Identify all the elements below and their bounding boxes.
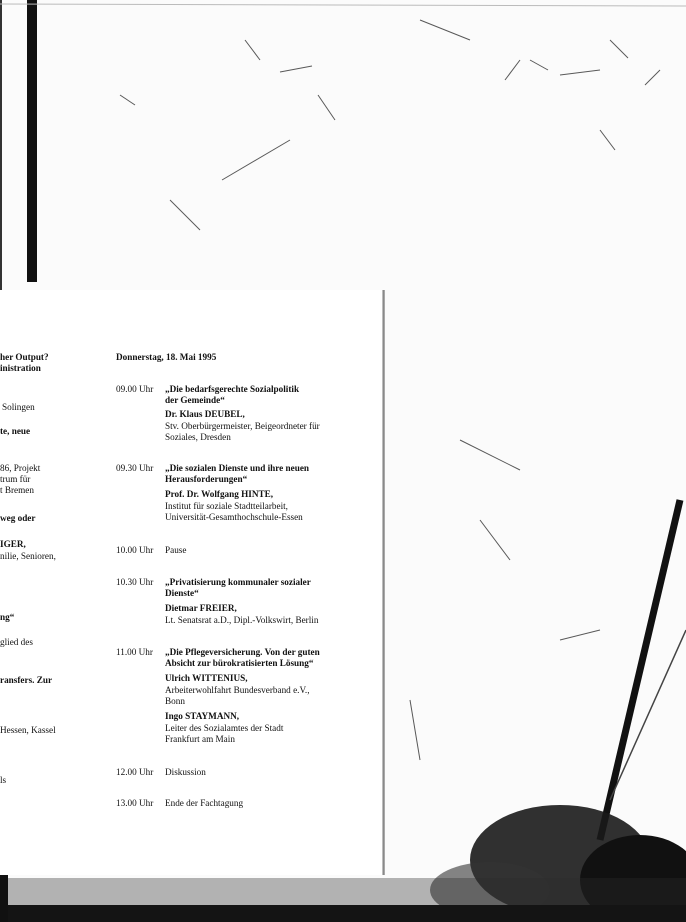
fragment: IGER, — [0, 539, 26, 549]
session-label: Pause — [165, 545, 187, 555]
day-heading: Donnerstag, 18. Mai 1995 — [116, 352, 217, 362]
time-label: 11.00 Uhr — [116, 647, 153, 657]
time-label: 13.00 Uhr — [116, 798, 154, 808]
speaker-name: Dr. Klaus DEUBEL, — [165, 409, 245, 419]
fragment: ransfers. Zur — [0, 675, 53, 685]
fragment: ng“ — [0, 612, 15, 622]
speaker-info: Stv. Oberbürgermeister, Beigeordneter für Soziales, Dresden — [165, 421, 320, 443]
fragment: ls — [0, 775, 7, 785]
session-label: Ende der Fachtagung — [165, 798, 244, 808]
time-label: 09.30 Uhr — [116, 463, 154, 473]
talk-title: „Privatisierung kommunaler sozialer Dienste“ — [165, 577, 311, 599]
speaker-name: Prof. Dr. Wolfgang HINTE, — [165, 489, 274, 499]
speaker-name: Ulrich WITTENIUS, — [165, 673, 248, 683]
fragment: glied des — [0, 637, 33, 647]
time-label: 09.00 Uhr — [116, 384, 154, 394]
fragment: her Output? inistration — [0, 352, 49, 374]
speaker-name: Dietmar FREIER, — [165, 603, 237, 613]
fragment: Hessen, Kassel — [0, 725, 56, 735]
time-label: 10.30 Uhr — [116, 577, 154, 587]
session-label: Diskussion — [165, 767, 206, 777]
fragment: Solingen — [2, 402, 35, 412]
speaker-info: Institut für soziale Stadtteilarbeit, Universität-Gesamthochschule-Essen — [165, 501, 303, 523]
talk-title: „Die sozialen Dienste und ihre neuen Herausforderungen“ — [165, 463, 310, 485]
time-label: 10.00 Uhr — [116, 545, 154, 555]
fragment: 86, Projekt trum für t Bremen — [0, 463, 41, 496]
speaker-info: Leiter des Sozialamtes der Stadt Frankfurt am Main — [165, 723, 284, 745]
talk-title: „Die bedarfsgerechte Sozialpolitik der Gemeinde“ — [165, 384, 300, 406]
speaker-info: Arbeiterwohlfahrt Bundesverband e.V., Bonn — [165, 685, 310, 707]
fragment: nilie, Senioren, — [0, 551, 56, 561]
fragment: weg oder — [0, 513, 36, 523]
fragment: te, neue — [0, 426, 31, 436]
time-label: 12.00 Uhr — [116, 767, 154, 777]
speaker-info: Lt. Senatsrat a.D., Dipl.-Volkswirt, Berlin — [165, 615, 319, 625]
speaker-name: Ingo STAYMANN, — [165, 711, 240, 721]
talk-title: „Die Pflegeversicherung. Von der guten Absicht zur bürokratisierten Lösung“ — [165, 647, 320, 669]
